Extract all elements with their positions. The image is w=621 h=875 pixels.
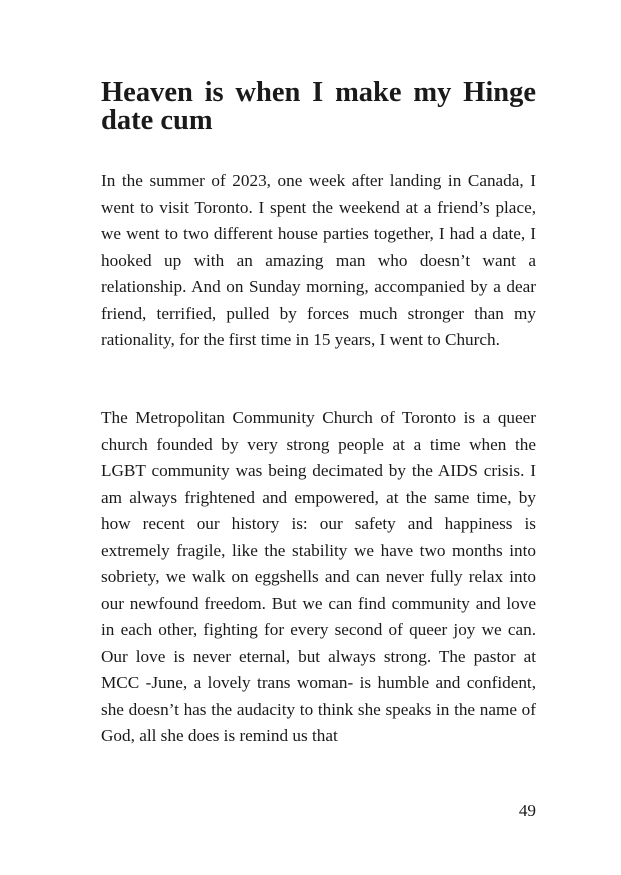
body-paragraph-1: In the summer of 2023, one week after landing in Canada, I went to visit Toronto. I spent the weekend at a friend’s place, we went to two different house parties together, I had a date, I hooked up with an amazing man who doesn’t want a relationship. And on Sunday morning, accompanied by a dear friend, terrified, pulled by forces much stronger than my rationality, for the first time in 15 years, I went to Church. bbox=[101, 171, 536, 349]
chapter-title: Heaven is when I make my Hinge date cum bbox=[101, 77, 536, 136]
body-paragraph-2: The Metropolitan Community Church of Toronto is a queer church founded by very strong people at a time when the LGBT community was being decimated by the AIDS crisis. I am always frightened and empowered, at the same time, by how recent our history is: our safety and happiness is extremely fragile, like the stability we have two months into sobriety, we walk on eggshells and can never fully relax into our newfound freedom. But we can find community and love in each other, fighting for every second of queer joy we can. Our love is never eternal, but always strong. The pastor at MCC -June, a lovely trans woman- is humble and confident, she doesn’t has the audacity to think she speaks in the name of God, all she does is remind us that bbox=[101, 408, 536, 745]
page-number: 49 bbox=[518, 801, 536, 820]
